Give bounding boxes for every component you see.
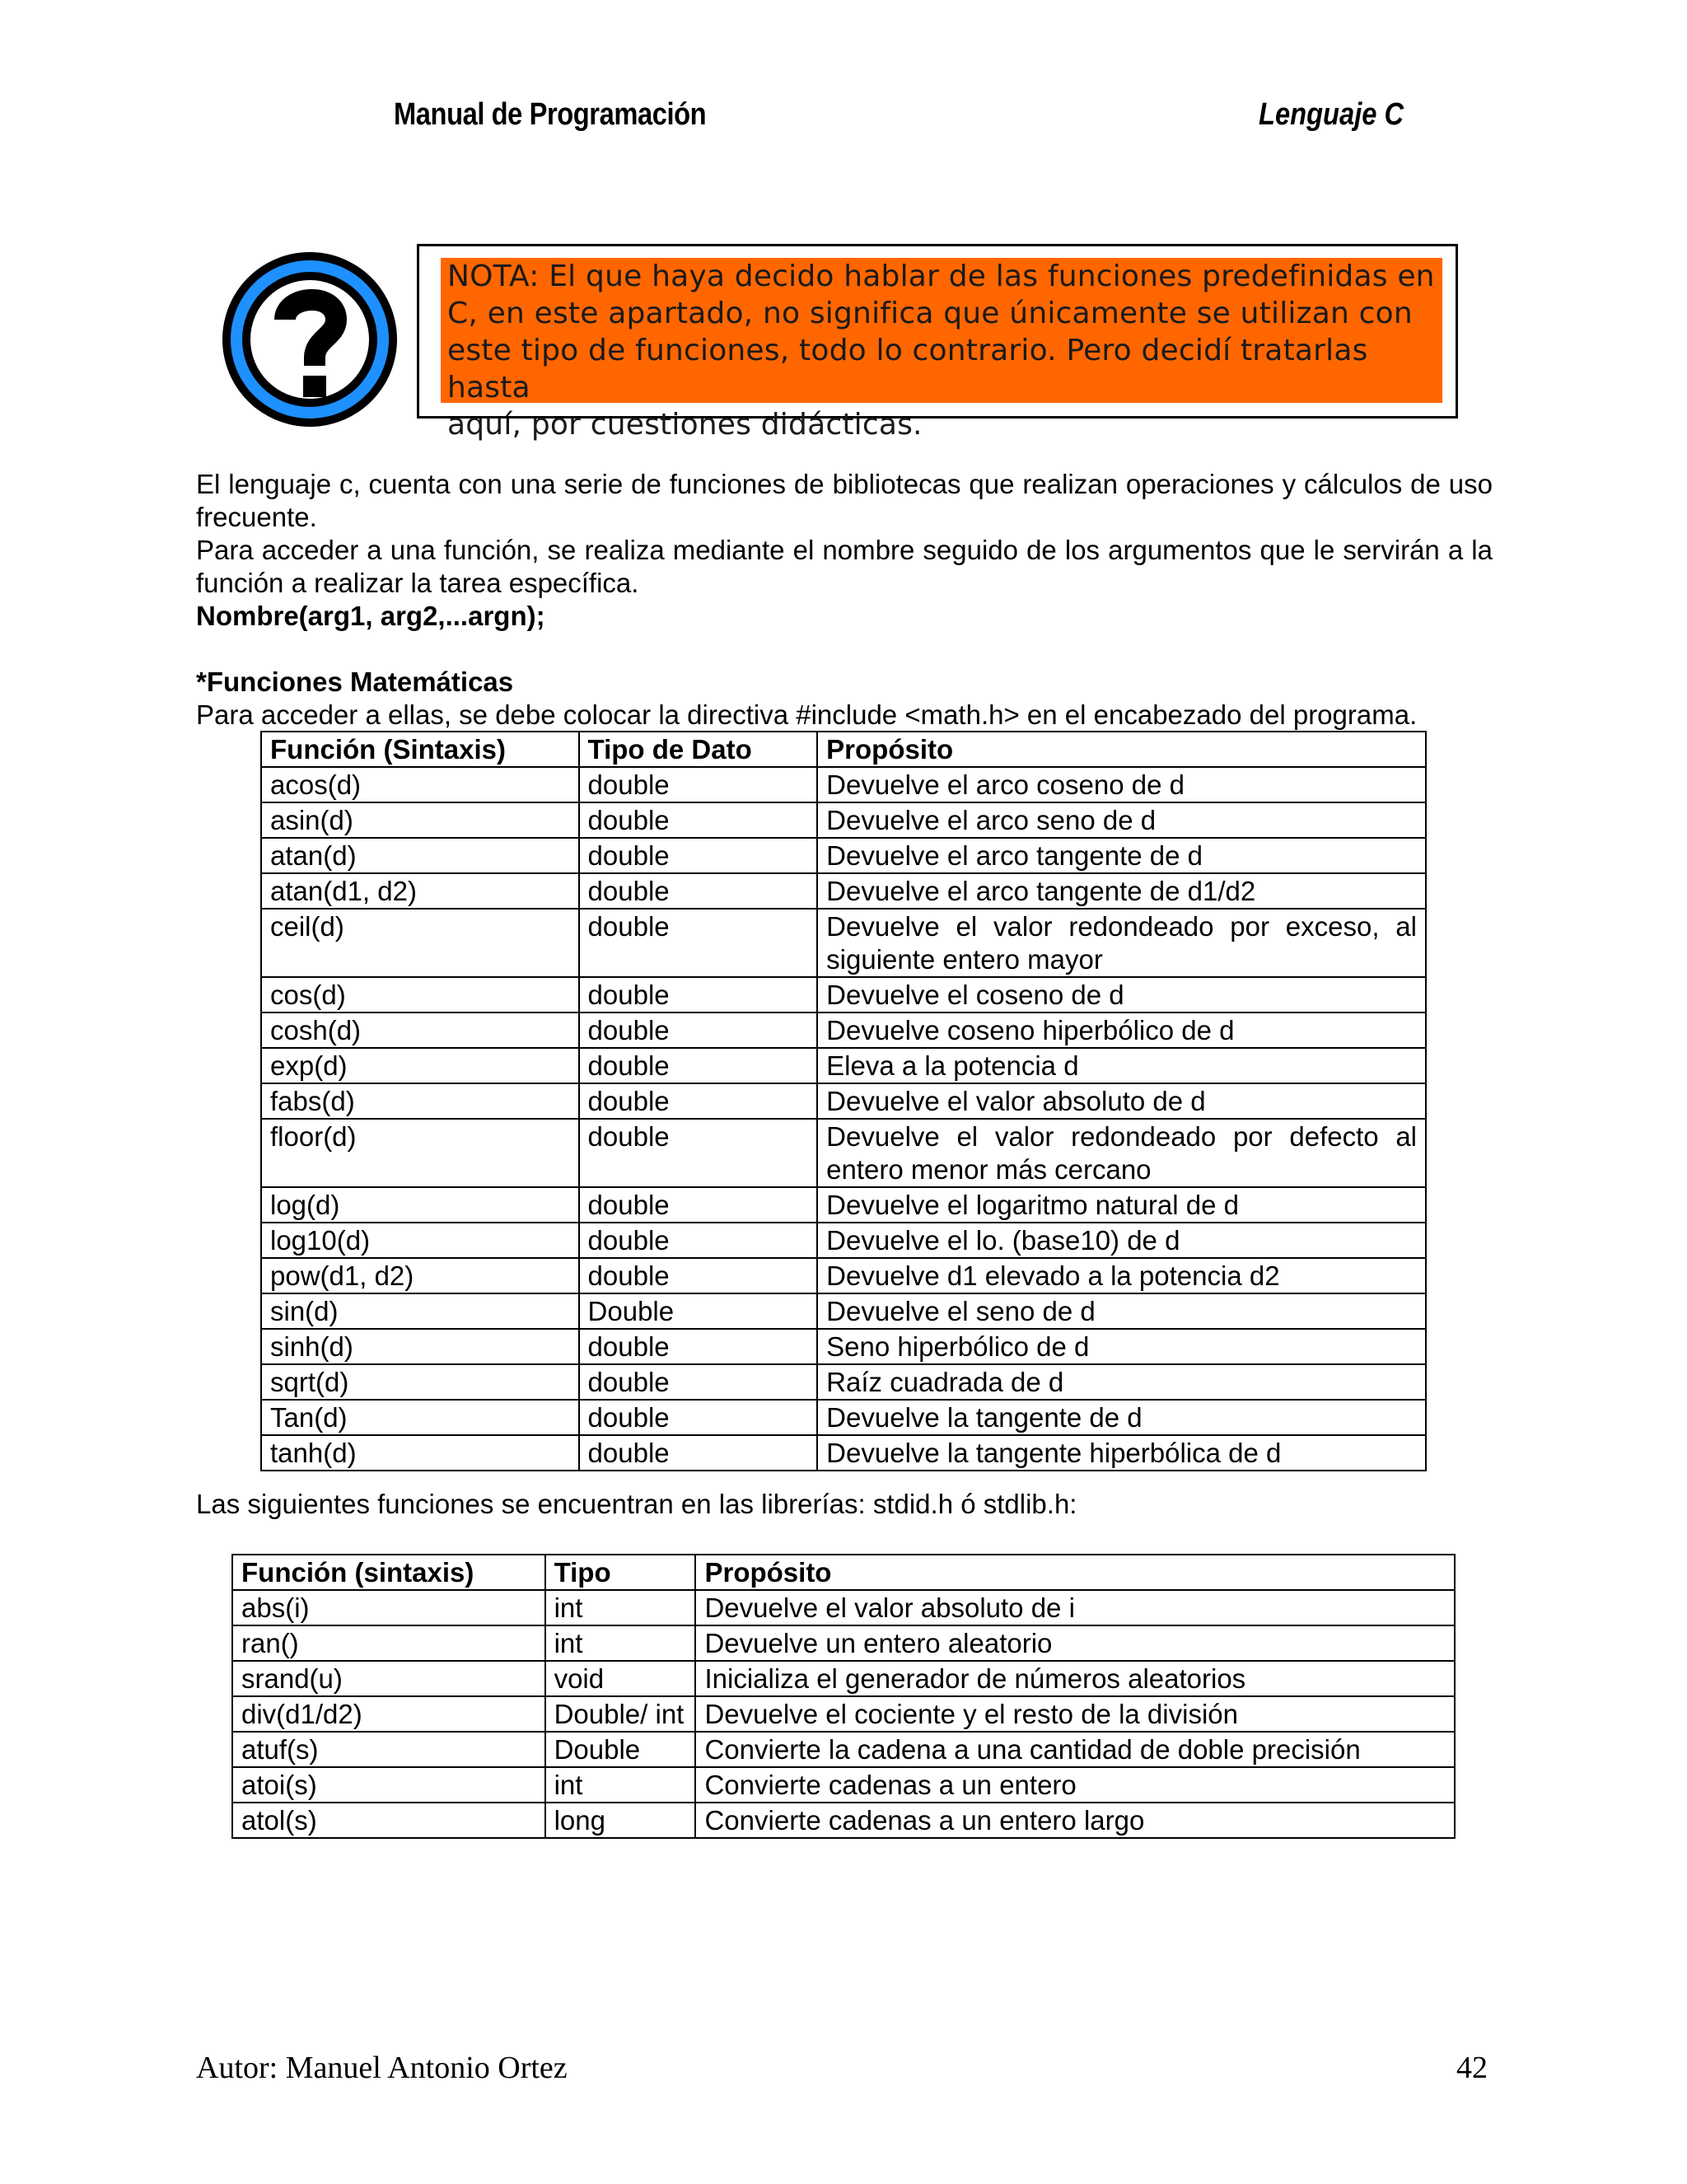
purpose-cell: Convierte la cadena a una cantidad de doble precisión: [695, 1732, 1455, 1767]
purpose-cell: Devuelve el valor absoluto de i: [695, 1590, 1455, 1625]
type-cell: double: [579, 1435, 818, 1471]
table-row: [261, 909, 1426, 977]
table-row: [261, 767, 1426, 802]
function-cell: cos(d): [261, 977, 579, 1012]
type-cell: Double: [579, 1293, 818, 1329]
function-cell: atuf(s): [232, 1732, 545, 1767]
type-cell: double: [579, 838, 818, 873]
table-row: [261, 873, 1426, 909]
note-line: NOTA: El que haya decido hablar de las funciones predefinidas en: [447, 260, 1435, 293]
type-cell: void: [545, 1661, 696, 1696]
purpose-cell: Devuelve el valor redondeado por exceso, al siguiente entero mayor: [817, 909, 1426, 977]
function-cell: sinh(d): [261, 1329, 579, 1364]
type-cell: double: [579, 1364, 818, 1400]
function-cell: sin(d): [261, 1293, 579, 1329]
table-row: [261, 1258, 1426, 1293]
purpose-cell: Raíz cuadrada de d: [817, 1364, 1426, 1400]
function-cell: sqrt(d): [261, 1364, 579, 1400]
purpose-cell: Devuelve el cociente y el resto de la división: [695, 1696, 1455, 1732]
function-cell: fabs(d): [261, 1083, 579, 1119]
purpose-cell: Inicializa el generador de números aleatorios: [695, 1661, 1455, 1696]
purpose-cell: Devuelve el arco tangente de d1/d2: [817, 873, 1426, 909]
type-cell: double: [579, 1187, 818, 1223]
type-cell: double: [579, 1400, 818, 1435]
type-cell: long: [545, 1803, 696, 1838]
type-cell: double: [579, 1223, 818, 1258]
purpose-cell: Convierte cadenas a un entero largo: [695, 1803, 1455, 1838]
function-cell: atan(d): [261, 838, 579, 873]
function-cell: floor(d): [261, 1119, 579, 1187]
function-cell: abs(i): [232, 1590, 545, 1625]
function-cell: srand(u): [232, 1661, 545, 1696]
column-header: Tipo de Dato: [579, 732, 818, 767]
function-cell: ceil(d): [261, 909, 579, 977]
math-heading: *Funciones Matemáticas: [196, 666, 514, 697]
table-row: [261, 1329, 1426, 1364]
table-row: [261, 1293, 1426, 1329]
table-row: [261, 1400, 1426, 1435]
note-line: C, en este apartado, no significa que únicamente se utilizan con: [447, 297, 1413, 330]
type-cell: double: [579, 977, 818, 1012]
table-row: [261, 1048, 1426, 1083]
table-row: [232, 1732, 1455, 1767]
purpose-cell: Devuelve el valor absoluto de d: [817, 1083, 1426, 1119]
purpose-cell: Seno hiperbólico de d: [817, 1329, 1426, 1364]
table-row: [261, 1364, 1426, 1400]
type-cell: double: [579, 767, 818, 802]
type-cell: Double: [545, 1732, 696, 1767]
function-cell: acos(d): [261, 767, 579, 802]
function-cell: log(d): [261, 1187, 579, 1223]
column-header: Propósito: [695, 1555, 1455, 1590]
purpose-cell: Devuelve la tangente de d: [817, 1400, 1426, 1435]
type-cell: int: [545, 1590, 696, 1625]
purpose-cell: Devuelve coseno hiperbólico de d: [817, 1012, 1426, 1048]
question-mark-icon: [216, 244, 410, 432]
note-line: aquí, por cuestiones didácticas.: [447, 408, 923, 442]
table-row: [261, 1012, 1426, 1048]
table-row: [261, 1187, 1426, 1223]
column-header: Función (Sintaxis): [261, 732, 579, 767]
header-manual-title: Manual de Programación: [394, 97, 707, 132]
purpose-cell: Devuelve el arco coseno de d: [817, 767, 1426, 802]
function-cell: pow(d1, d2): [261, 1258, 579, 1293]
column-header: Tipo: [545, 1555, 696, 1590]
type-cell: Double/ int: [545, 1696, 696, 1732]
purpose-cell: Devuelve la tangente hiperbólica de d: [817, 1435, 1426, 1471]
note-line: este tipo de funciones, todo lo contrario. Pero decidí tratarlas hasta: [447, 334, 1368, 405]
type-cell: double: [579, 1083, 818, 1119]
purpose-cell: Devuelve el coseno de d: [817, 977, 1426, 1012]
note-highlight: [441, 258, 1442, 442]
page-number: 42: [1456, 2051, 1488, 2085]
footer-author: Autor: Manuel Antonio Ortez: [196, 2051, 568, 2085]
type-cell: double: [579, 1012, 818, 1048]
purpose-cell: Convierte cadenas a un entero: [695, 1767, 1455, 1803]
table-row: [261, 977, 1426, 1012]
table-header-row: [232, 1555, 1455, 1590]
type-cell: int: [545, 1625, 696, 1661]
purpose-cell: Devuelve un entero aleatorio: [695, 1625, 1455, 1661]
table-row: [261, 1223, 1426, 1258]
table-row: [261, 1435, 1426, 1471]
table-row: [232, 1696, 1455, 1732]
table-row: [232, 1590, 1455, 1625]
table-row: [261, 838, 1426, 873]
stdlib-intro: Las siguientes funciones se encuentran en las librerías: stdid.h ó stdlib.h:: [196, 1489, 1077, 1519]
table-row: [232, 1767, 1455, 1803]
type-cell: double: [579, 873, 818, 909]
purpose-cell: Devuelve el lo. (base10) de d: [817, 1223, 1426, 1258]
function-cell: asin(d): [261, 802, 579, 838]
type-cell: double: [579, 1329, 818, 1364]
column-header: Propósito: [817, 732, 1426, 767]
type-cell: int: [545, 1767, 696, 1803]
table-row: [261, 802, 1426, 838]
type-cell: double: [579, 1119, 818, 1187]
header-language-title: Lenguaje C: [1259, 97, 1404, 132]
function-cell: tanh(d): [261, 1435, 579, 1471]
stdlib-functions-table: [231, 1554, 1456, 1839]
syntax-line: Nombre(arg1, arg2,...argn);: [196, 601, 545, 631]
function-cell: atol(s): [232, 1803, 545, 1838]
intro-paragraph: El lenguaje c, cuenta con una serie de funciones de bibliotecas que realizan operaciones y cálculos de uso frecuente.: [196, 469, 1493, 532]
table-row: [232, 1803, 1455, 1838]
function-cell: div(d1/d2): [232, 1696, 545, 1732]
purpose-cell: Devuelve el seno de d: [817, 1293, 1426, 1329]
math-intro: Para acceder a ellas, se debe colocar la directiva #include <math.h> en el encabezado del programa.: [196, 699, 1418, 730]
function-cell: cosh(d): [261, 1012, 579, 1048]
type-cell: double: [579, 909, 818, 977]
note-box: [417, 244, 1458, 442]
math-functions-table: [260, 731, 1427, 1471]
purpose-cell: Devuelve el logaritmo natural de d: [817, 1187, 1426, 1223]
purpose-cell: Devuelve el valor redondeado por defecto al entero menor más cercano: [817, 1119, 1426, 1187]
stdlib-table-body: [232, 1590, 1455, 1838]
purpose-cell: Eleva a la potencia d: [817, 1048, 1426, 1083]
table-row: [232, 1661, 1455, 1696]
math-table-body: [261, 767, 1426, 1471]
type-cell: double: [579, 1258, 818, 1293]
function-cell: exp(d): [261, 1048, 579, 1083]
purpose-cell: Devuelve el arco seno de d: [817, 802, 1426, 838]
purpose-cell: Devuelve d1 elevado a la potencia d2: [817, 1258, 1426, 1293]
table-header-row: [261, 732, 1426, 767]
table-row: [261, 1119, 1426, 1187]
note-text: [447, 258, 1437, 443]
type-cell: double: [579, 802, 818, 838]
function-cell: ran(): [232, 1625, 545, 1661]
purpose-cell: Devuelve el arco tangente de d: [817, 838, 1426, 873]
function-cell: Tan(d): [261, 1400, 579, 1435]
type-cell: double: [579, 1048, 818, 1083]
access-paragraph: Para acceder a una función, se realiza mediante el nombre seguido de los argumentos que le servirán a la función a realizar la tarea específica.: [196, 535, 1493, 598]
column-header: Función (sintaxis): [232, 1555, 545, 1590]
function-cell: atoi(s): [232, 1767, 545, 1803]
function-cell: log10(d): [261, 1223, 579, 1258]
table-row: [232, 1625, 1455, 1661]
table-row: [261, 1083, 1426, 1119]
function-cell: atan(d1, d2): [261, 873, 579, 909]
